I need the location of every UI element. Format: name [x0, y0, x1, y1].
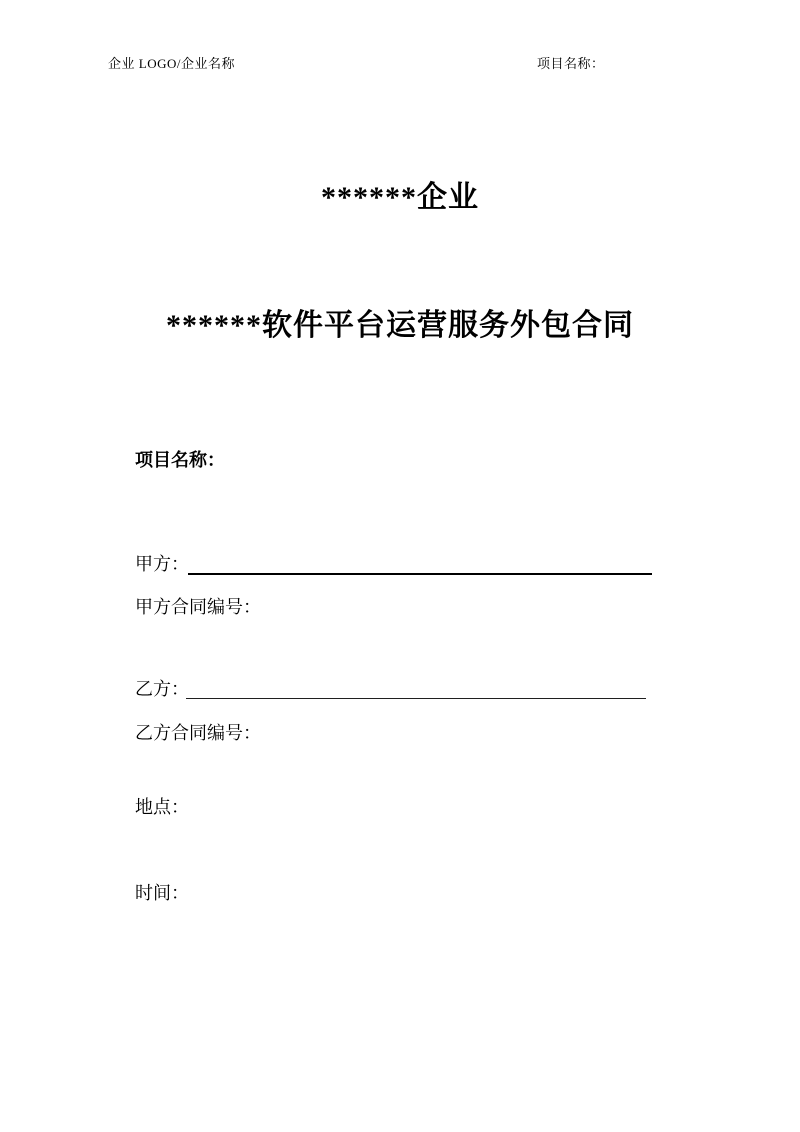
- party-b-label: 乙方：: [135, 679, 189, 699]
- location-label: 地点：: [135, 797, 189, 817]
- party-a-label: 甲方：: [135, 554, 189, 574]
- contract-title: ******软件平台运营服务外包合同: [166, 309, 634, 342]
- header-project-name-label: 项目名称：: [537, 56, 605, 71]
- party-a-blank-line[interactable]: [188, 553, 652, 575]
- party-a-contract-number-label: 甲方合同编号：: [135, 597, 261, 617]
- party-b-contract-number-label: 乙方合同编号：: [135, 723, 261, 743]
- project-name-label: 项目名称：: [135, 450, 225, 470]
- header-company-logo-name: 企业 LOGO/企业名称: [108, 56, 235, 71]
- company-title: ******企业: [321, 181, 479, 214]
- time-label: 时间：: [135, 883, 189, 903]
- party-b-blank-line[interactable]: [186, 678, 646, 699]
